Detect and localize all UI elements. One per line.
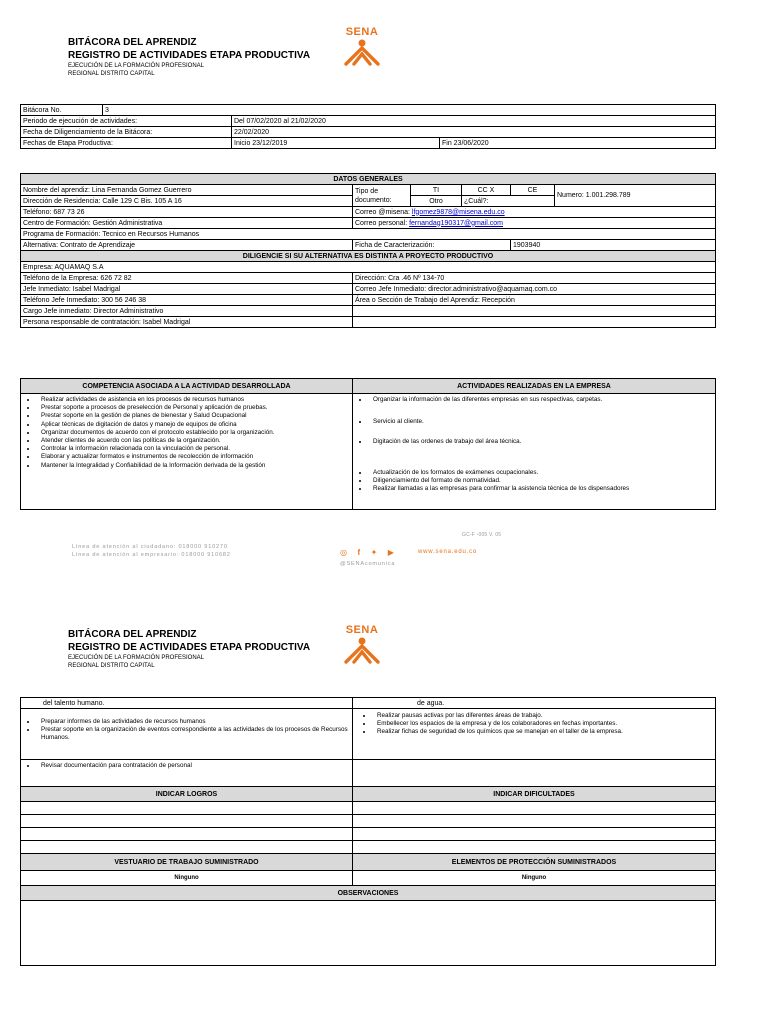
dificultades-row[interactable] [353,802,716,815]
logros-row[interactable] [21,815,353,828]
fecha-dilig-value[interactable]: 22/02/2020 [232,127,716,138]
dificultades-row[interactable] [353,841,716,854]
tipo-doc-label: Tipo de documento: [353,185,411,207]
empresa-field[interactable]: Empresa: AQUAMAQ S.A [21,262,716,273]
observaciones-area[interactable] [21,901,716,966]
direccion-field[interactable]: Dirección de Residencia: Calle 129 C Bis. 105 A 16 [21,196,353,207]
list-item: • Preparar informes de las actividades de recursos humanos [37,718,350,726]
list-item: • Prestar soporte en la gestión de planes de bienestar y Salud Ocupacional [37,412,350,420]
youtube-icon[interactable]: ▶ [387,548,394,557]
programa-field[interactable]: Programa de Formación: Tecnico en Recursos Humanos [21,229,716,240]
datos-generales-table [20,173,716,328]
list-item: • Realizar actividades de asistencia en los procesos de recursos humanos [37,396,350,404]
header-sub1: EJECUCIÓN DE LA FORMACIÓN PROFESIONAL [68,63,205,69]
bitacora-no-label: Bitácora No. [21,105,103,116]
elementos-value[interactable]: Ninguno [353,871,716,886]
fecha-dilig-label: Fecha de Diligenciamiento de la Bitácora: [21,127,232,138]
list-item: • Digitación de las ordenes de trabajo del área técnica. [369,438,713,446]
actividades-list [355,396,713,493]
sena-logo-text: SENA [345,624,379,636]
list-item: • Aplicar técnicas de digitación de datos y manejo de equipos de oficina [37,421,350,429]
doc-ce[interactable]: CE [511,185,555,196]
actividades2-cell[interactable] [353,709,716,760]
footer-code: GC-F -005 V. 05 [462,532,502,538]
diligencie-header: DILIGENCIE SI SU ALTERNATIVA ES DISTINTA A PROYECTO PRODUCTIVO [21,251,716,262]
bitacora-table [20,104,716,149]
cont-left-cell[interactable]: del talento humano. [21,698,353,709]
page2-header [68,628,468,670]
cargo-jefe-field[interactable]: Cargo Jefe inmediato: Director Administrativo [21,306,353,317]
header-title: BITÁCORA DEL APRENDIZ [68,37,197,48]
correo-misena-link[interactable]: lfgomez9878@misena.edu.co [411,208,505,216]
empty-cell[interactable] [353,317,716,328]
direccion-empresa-field[interactable]: Dirección: Cra .46 Nº 134-70 [353,273,716,284]
actividades-cell[interactable] [353,394,716,510]
footer-line2: Línea de atención al empresario: 018000 910682 [72,552,231,558]
periodo-label: Periodo de ejecución de actividades: [21,116,232,127]
doc-otro[interactable]: Otro [411,196,462,207]
list-item: • Realizar llamadas a las empresas para confirmar la asistencia técnica de los dispensadores [369,485,713,493]
list-item: • Organizar la información de las diferentes empresas en sus respectivas, carpetas. [369,396,713,404]
correo-personal-cell [353,218,716,229]
tel-empresa-field[interactable]: Teléfono de la Empresa: 626 72 82 [21,273,353,284]
logros-row[interactable] [21,841,353,854]
footer-social [340,542,395,568]
empty-cell[interactable] [353,306,716,317]
list-item: • Prestar soporte en la organización de eventos correspondiente a las actividades de los procesos de Recursos Humanos. [37,726,350,742]
numero-field[interactable]: Numero: 1.001.298.789 [555,185,716,207]
fin-value[interactable]: Fin 23/06/2020 [440,138,716,149]
list-item: • Servicio al cliente. [369,418,713,426]
vestuario-value[interactable]: Ninguno [21,871,353,886]
footer-contact [72,543,231,559]
centro-field[interactable]: Centro de Formación: Gestión Administrativa [21,218,353,229]
sena-logo-icon [342,636,382,666]
footer-line1: Línea de atención al ciudadano: 018000 910270 [72,544,228,550]
list-item: • Elaborar y actualizar formatos e instrumentos de recolección de información [37,453,350,461]
logros-row[interactable] [21,802,353,815]
page1-header [68,36,468,78]
periodo-value[interactable]: Del 07/02/2020 al 21/02/2020 [232,116,716,127]
bitacora-no-value[interactable]: 3 [103,105,716,116]
list-item: • Diligenciamiento del formato de normatividad. [369,477,713,485]
facebook-icon[interactable]: f [357,548,361,557]
header-title: BITÁCORA DEL APRENDIZ [68,629,197,640]
competencias2-cell[interactable] [21,709,353,760]
competencias-list [23,396,350,470]
ficha-label: Ficha de Caracterización: [353,240,511,251]
correo-personal-label: Correo personal: [355,219,408,227]
doc-cual[interactable]: ¿Cuál?: [462,196,555,207]
actividades-table [20,378,716,510]
competencia-header: COMPETENCIA ASOCIADA A LA ACTIVIDAD DESARROLLADA [21,379,353,394]
competencias3-list [23,762,350,770]
sena-logo-icon [342,38,382,68]
actividades2-list [355,712,713,737]
logros-row[interactable] [21,828,353,841]
list-item: • Organizar documentos de acuerdo con el protocolo establecido por la organización. [37,429,350,437]
jefe-field[interactable]: Jefe Inmediato: Isabel Madrigal [21,284,353,295]
ficha-value[interactable]: 1903940 [511,240,716,251]
twitter-icon[interactable]: ✦ [370,548,378,557]
datos-generales-header: DATOS GENERALES [21,174,716,185]
dificultades-row[interactable] [353,828,716,841]
list-item: • Realizar pausas activas por las diferentes áreas de trabajo. [373,712,713,720]
instagram-icon[interactable]: ◎ [340,548,347,557]
list-item: • Prestar soporte a procesos de preselección de Personal y aplicación de pruebas. [37,404,350,412]
sena-logo [340,624,384,668]
actividades-header: ACTIVIDADES REALIZADAS EN LA EMPRESA [353,379,716,394]
alternativa-field[interactable]: Alternativa: Contrato de Aprendizaje [21,240,353,251]
competencias-cell[interactable] [21,394,353,510]
correo-misena-label: Correo @misena: [355,208,410,216]
list-item: • Controlar la información relacionada con la vinculación de personal. [37,445,350,453]
inicio-value[interactable]: Inicio 23/12/2019 [232,138,440,149]
list-item: • Actualización de los formatos de exámenes ocupacionales. [369,469,713,477]
empty-cell[interactable] [353,760,716,787]
nombre-field[interactable]: Nombre del aprendiz: Lina Fernanda Gomez Guerrero [21,185,353,196]
observaciones-header: OBSERVACIONES [21,886,716,901]
correo-personal-link[interactable]: fernandag190317@gmail.com [409,219,503,227]
doc-ccx[interactable]: CC X [462,185,511,196]
cont-right-cell[interactable]: de agua. [353,698,716,709]
responsable-field[interactable]: Persona responsable de contratación: Isabel Madrigal [21,317,353,328]
dificultades-row[interactable] [353,815,716,828]
footer-handle: @SENAcomunica [340,561,396,567]
sena-logo-text: SENA [345,26,379,38]
list-item: • Embellecer los espacios de la empresa y de los colaboradores en fechas importantes. [373,720,713,728]
sena-logo [340,26,384,70]
header-sub2: REGIONAL DISTRITO CAPITAL [68,663,155,669]
page2-table [20,697,716,966]
list-item: • Revisar documentación para contratación de personal [37,762,350,770]
list-item: • Realizar fichas de seguridad de los químicos que se manejan en el taller de la empresa. [373,728,713,736]
header-subtitle: REGISTRO DE ACTIVIDADES ETAPA PRODUCTIVA [68,642,311,653]
fechas-etapa-label: Fechas de Etapa Productiva: [21,138,232,149]
doc-ti[interactable]: TI [411,185,462,196]
vestuario-header: VESTUARIO DE TRABAJO SUMINISTRADO [21,854,353,871]
dificultades-header: INDICAR DIFICULTADES [353,787,716,802]
header-subtitle: REGISTRO DE ACTIVIDADES ETAPA PRODUCTIVA [68,50,311,61]
competencias2-list [23,718,350,743]
competencias3-cell[interactable] [21,760,353,787]
correo-misena-cell [353,207,716,218]
list-item: • Mantener la Integralidad y Confiabilidad de la Información derivada de la gestión [37,462,350,470]
footer-web[interactable]: www.sena.edu.co [418,549,478,555]
area-field[interactable]: Área o Sección de Trabajo del Aprendiz: Recepción [353,295,716,306]
correo-jefe-field[interactable]: Correo Jefe Inmediato: director.administrativo@aquamaq.com.co [353,284,716,295]
header-sub1: EJECUCIÓN DE LA FORMACIÓN PROFESIONAL [68,655,205,661]
tel-jefe-field[interactable]: Teléfono Jefe Inmediato: 300 56 246 38 [21,295,353,306]
logros-header: INDICAR LOGROS [21,787,353,802]
elementos-header: ELEMENTOS DE PROTECCIÓN SUMINISTRADOS [353,854,716,871]
header-sub2: REGIONAL DISTRITO CAPITAL [68,71,155,77]
telefono-field[interactable]: Teléfono: 687 73 26 [21,207,353,218]
list-item: • Atender clientes de acuerdo con las políticas de la organización. [37,437,350,445]
